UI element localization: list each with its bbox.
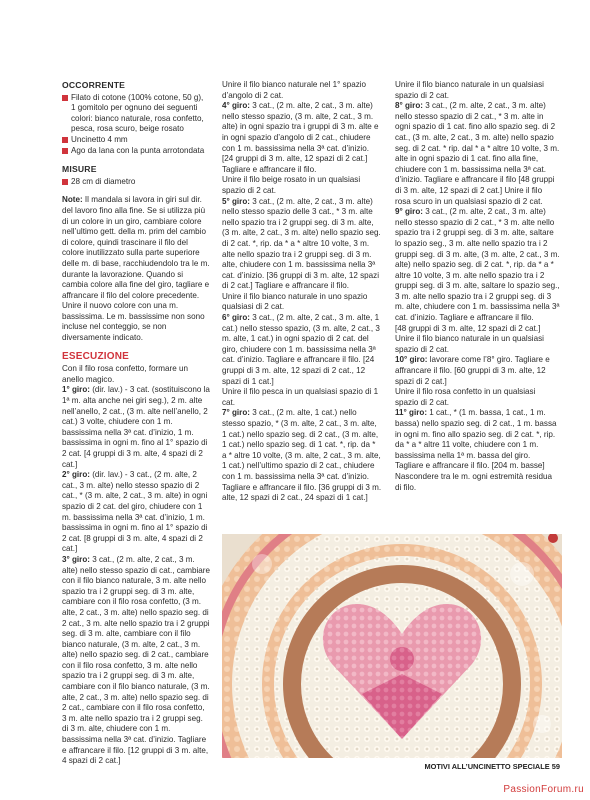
round-label: 4° giro:	[222, 101, 250, 111]
note-label: Note:	[62, 195, 83, 205]
round-text: (dir. lav.) - 3 cat., (2 m. alte, 2 cat., 3 m. alte) nello stesso spazio di 2 cat., * (3 m. alte, 2 cat., 3 m. alte) in ogni spazio di 2 cat. del giro, chiudere con 1 m. bassissima nella 3ª cat. d’inizio, 1 m. bassissima in ogni m. fino al 1° spazio di 2 cat. [8 gruppi di 3 m. alte, 4 spazi di 2 cat.]	[62, 470, 208, 554]
round-5	[222, 197, 382, 292]
paragraph-text: [24 gruppi di 3 m. alte, 12 spazi di 2 cat.] Tagliare e affrancare il filo.	[222, 154, 368, 174]
round-10	[395, 355, 560, 387]
round-text: 3 cat., (2 m. alte, 1 cat.) nello stesso spazio, * (3 m. alte, 2 cat., 3 m. alte, 1 cat.) nello spazio seg. di 2 cat., (3 m. alte, 1 cat.) nello spazio seg. di 1 cat. *, rip. da * a * altre 10 volte, (3 m. alte, 2 cat., 3 m. alte, 1 cat.) nell’ultimo spazio di 2 cat., chiudere con 1 m. bassissima nella 3ª cat. d’inizio.	[222, 408, 381, 481]
round-8	[395, 101, 560, 207]
paragraph	[222, 483, 382, 504]
paragraph-text: [48 gruppi di 3 m. alte, 12 spazi di 2 cat.] Unire il filo bianco naturale in un qualsiasi spazio di 2 cat.	[395, 323, 544, 354]
material-item: Ago da lana con la punta arrotondata	[62, 146, 210, 157]
round-11	[395, 408, 560, 493]
round-1	[62, 385, 210, 470]
paragraph	[222, 80, 382, 101]
paragraph-text: Unire il filo bianco naturale in un qualsiasi spazio di 2 cat.	[395, 80, 544, 100]
watermark: PassionForum.ru	[503, 784, 584, 795]
magazine-name: MOTIVI ALL’UNCINETTO SPECIALE	[424, 762, 550, 771]
round-text: 3 cat., (2 m. alte, 2 cat., 3 m. alte) nello stesso spazio delle 3 cat., * 3 m. alte nello spazio tra i 2 gruppi seg. di 3 m. alte, (3 m. alte, 2 cat., 3 m. alte) nello spazio seg. di 2 cat. *, rip. da * a * altre 10 volte, 3 m. alte nello spazio tra i 2 gruppi seg. di 3 m. alte, chiudere con 1 m. bassissima nella 3ª cat. d’inizio. [36 gruppi di 3 m. alte, 12 spazi di 2 cat.] Tagliare e affrancare il filo.	[222, 196, 381, 291]
round-text: 3 cat., (2 m. alte, 2 cat., 3 m. alte) nello stesso spazio di 2 cat., * 3 m. alte in ogni spazio di 1 cat. fino allo spazio seg. di 2 cat., (3 m. alte, 2 cat., 3 m. alte) nello spazio seg. di 2 cat. * rip. dal * a * altre 10 volte, 3 m. alte in ogni spazio di 1 cat. fino alla fine, chiudere con 1 m. bassissima nella 3ª cat. d’inizio. Tagliare e affrancare il filo [48 gruppi di 3 m. alte, 12 spazi di 2 cat.] Unire il filo rosa scuro in un qualsiasi spazio di 2 cat.	[395, 101, 560, 206]
material-item: Uncinetto 4 mm	[62, 135, 210, 146]
round-6	[222, 313, 382, 387]
round-text: 3 cat., (2 m. alte, 2 cat., 3 m. alte) nello stesso spazio di cat., cambiare con il filo bianco naturale, 3 m. alte nello spazio tra i 2 gruppi seg. di 3 m. alte, cambiare con il filo rosa confetto, (3 m. alte, 2 cat., 3 m. alte) nello spazio seg. di 2 cat., 3 m. alte nello spazio tra i 2 gruppi seg. di 3 m. alte, cambiare con il filo bianco naturale, (3 m. alte, 2 cat., 3 m. alte) nello spazio seg. di 2 cat., cambiare con il filo rosa confetto, 3 m. alte nello spazio tra i 2 gruppi seg. di 3 m. alte, cambiare con il filo bianco naturale, (3 m. alte, 2 cat., 3 m. alte) nello spazio seg. di 2 cat., cambiare con il filo rosa confetto, 3 m. alte nello spazio tra i 2 gruppi seg. di 3 m. alte, chiudere con 1 m. bassissima nella 3ª cat. d’inizio. Tagliare e affrancare il filo. [12 gruppi di 3 m. alte, 4 spazi di 2 cat.]	[62, 554, 211, 766]
round-4	[222, 101, 382, 154]
paragraph-text: Tagliare e affrancare il filo. [36 gruppi di 3 m. alte, 12 spazi di 2 cat., 24 spazi di 1 cat.]	[222, 482, 382, 503]
paragraph	[395, 387, 560, 408]
column-3	[395, 80, 560, 493]
round-label: 3° giro:	[62, 554, 90, 564]
paragraph	[222, 154, 382, 175]
round-label: 9° giro:	[395, 207, 423, 217]
paragraph-text: Unire il filo bianco naturale in uno spazio qualsiasi di 2 cat.	[222, 291, 368, 312]
round-text: 3 cat., (2 m. alte, 2 cat., 3 m. alte, 1 cat.) nello stesso spazio, (3 m. alte, 2 cat., 3 m. alte, 1 cat.) in ogni spazio di 2 cat. del giro, chiudere con 1 m. bassissima nella 3ª cat. d’inizio. Tagliare e affrancare il filo. [24 gruppi di 3 m. alte, 12 spazi di 2 cat., 12 spazi di 1 cat.]	[222, 313, 380, 386]
round-text: 3 cat., (2 m. alte, 2 cat., 3 m. alte) nello stesso spazio, (3 m. alte, 2 cat., 3 m. alte) in ogni spazio tra i gruppi di 3 m. alte e in ogni spazio d’angolo di 2 cat., chiudere con 1 m. bassissima nella 3ª cat. d’inizio.	[222, 101, 379, 153]
paragraph	[222, 387, 382, 408]
paragraph-text: Unire il filo pesca in un qualsiasi spazio di 1 cat.	[222, 387, 379, 407]
round-9	[395, 207, 560, 324]
column-1	[62, 80, 210, 767]
round-7	[222, 408, 382, 482]
round-text: lavorare come l’8° giro. Tagliare e affrancare il filo. [60 gruppi di 3 m. alte, 12 spazi di 2 cat.]	[395, 355, 550, 386]
paragraph-text: Unire il filo bianco naturale nel 1° spazio d’angolo di 2 cat.	[222, 80, 367, 100]
paragraph-text: Unire il filo rosa confetto in un qualsiasi spazio di 2 cat.	[395, 387, 536, 407]
material-item: Filato di cotone (100% cotone, 50 g), 1 gomitolo per ognuno dei seguenti colori: bianco naturale, rosa confetto, pesca, rosa scuro, beige rosato	[62, 93, 210, 135]
round-text: 3 cat., (2 m. alte, 2 cat., 3 m. alte) nello stesso spazio di 2 cat., * 3 m. alte nello spazio tra i 2 gruppi seg. di 3 m. alte, saltare lo spazio seg., 3 m. alte nello spazio tra i 2 gruppi seg. di 3 m. alte, (3 m. alte, 2 cat., 3 m. alte) nello spazio seg. di 2 cat. *, rip. da * a * altre 10 volte, 3 m. alte nello spazio tra i 2 gruppi seg. di 3 m. alte, saltare lo spazio seg., 3 m. alte nello spazio tra i 2 gruppi seg. di 3 m. alte, chiudere con 1 m. bassissima nella 3ª cat. d’inizio. Tagliare e affrancare il filo.	[395, 207, 560, 323]
round-label: 6° giro:	[222, 313, 250, 323]
column-2	[222, 80, 382, 504]
paragraph	[395, 324, 560, 356]
note-paragraph	[62, 195, 210, 343]
paragraph	[222, 292, 382, 313]
paragraph-text: Unire il filo beige rosato in un qualsiasi spazio di 2 cat.	[222, 175, 361, 195]
round-label: 8° giro:	[395, 101, 423, 111]
esecuzione-title: ESECUZIONE	[62, 350, 130, 362]
round-text: (dir. lav.) - 3 cat. (sostituiscono la 1ª m. alta anche nei giri seg.), 2 m. alte nell’anello, 2 cat., (3 m. alte nell’anello, 2 cat.) 3 volte, chiudere con 1 m. bassissima nella 3ª cat. d’inizio, 1 m. bassissima in ogni m. fino al 1° spazio di 2 cat. [4 gruppi di 3 m. alte, 4 spazi di 2 cat.]	[62, 385, 210, 469]
round-2	[62, 470, 210, 555]
paragraph	[395, 80, 560, 101]
round-label: 11° giro:	[395, 408, 428, 418]
round-label: 1° giro:	[62, 385, 90, 395]
round-text: 1 cat., * (1 m. bassa, 1 cat., 1 m. bassa) nello spazio seg. di 2 cat., 1 m. bassa in ogni m. fino allo spazio seg. di 2 cat. *, rip. da * a * altre 11 volte, chiudere con 1 m. bassissima nella 1ª m. bassa del giro. Tagliare e affrancare il filo. [204 m. basse] Nascondere tra le m. ogni estremità residua di filo.	[395, 408, 557, 492]
misure-title: MISURE	[62, 164, 97, 175]
note-text: Il mandala si lavora in giri sul dir. del lavoro fino alla fine. Se si utilizza più di un colore in un giro, cambiare colore nell’ultimo gett. della m. prim del cambio di colore, quindi trascinare il filo del colore inutilizzato sulla parte superiore delle m. di base, racchiudendolo tra le m. durante la lavorazione. Quando si cambia colore alla fine del giro, tagliare e affrancare il filo del colore precedente. Unire il nuovo colore con una m. bassissima. Le m. bassissime non sono incluse nel conteggio, se non diversamente indicato.	[62, 195, 210, 343]
round-3	[62, 555, 210, 767]
crochet-mandala-photo	[222, 534, 562, 758]
round-label: 10° giro:	[395, 355, 428, 365]
intro-text: Con il filo rosa confetto, formare un anello magico.	[62, 364, 188, 384]
occorrente-title: OCCORRENTE	[62, 80, 126, 90]
round-label: 7° giro:	[222, 408, 250, 418]
size-item: 28 cm di diametro	[62, 177, 210, 188]
page-number: 59	[551, 762, 560, 771]
round-label: 5° giro:	[222, 196, 250, 206]
round-label: 2° giro:	[62, 470, 90, 480]
page-footer	[390, 762, 560, 771]
paragraph	[222, 175, 382, 196]
